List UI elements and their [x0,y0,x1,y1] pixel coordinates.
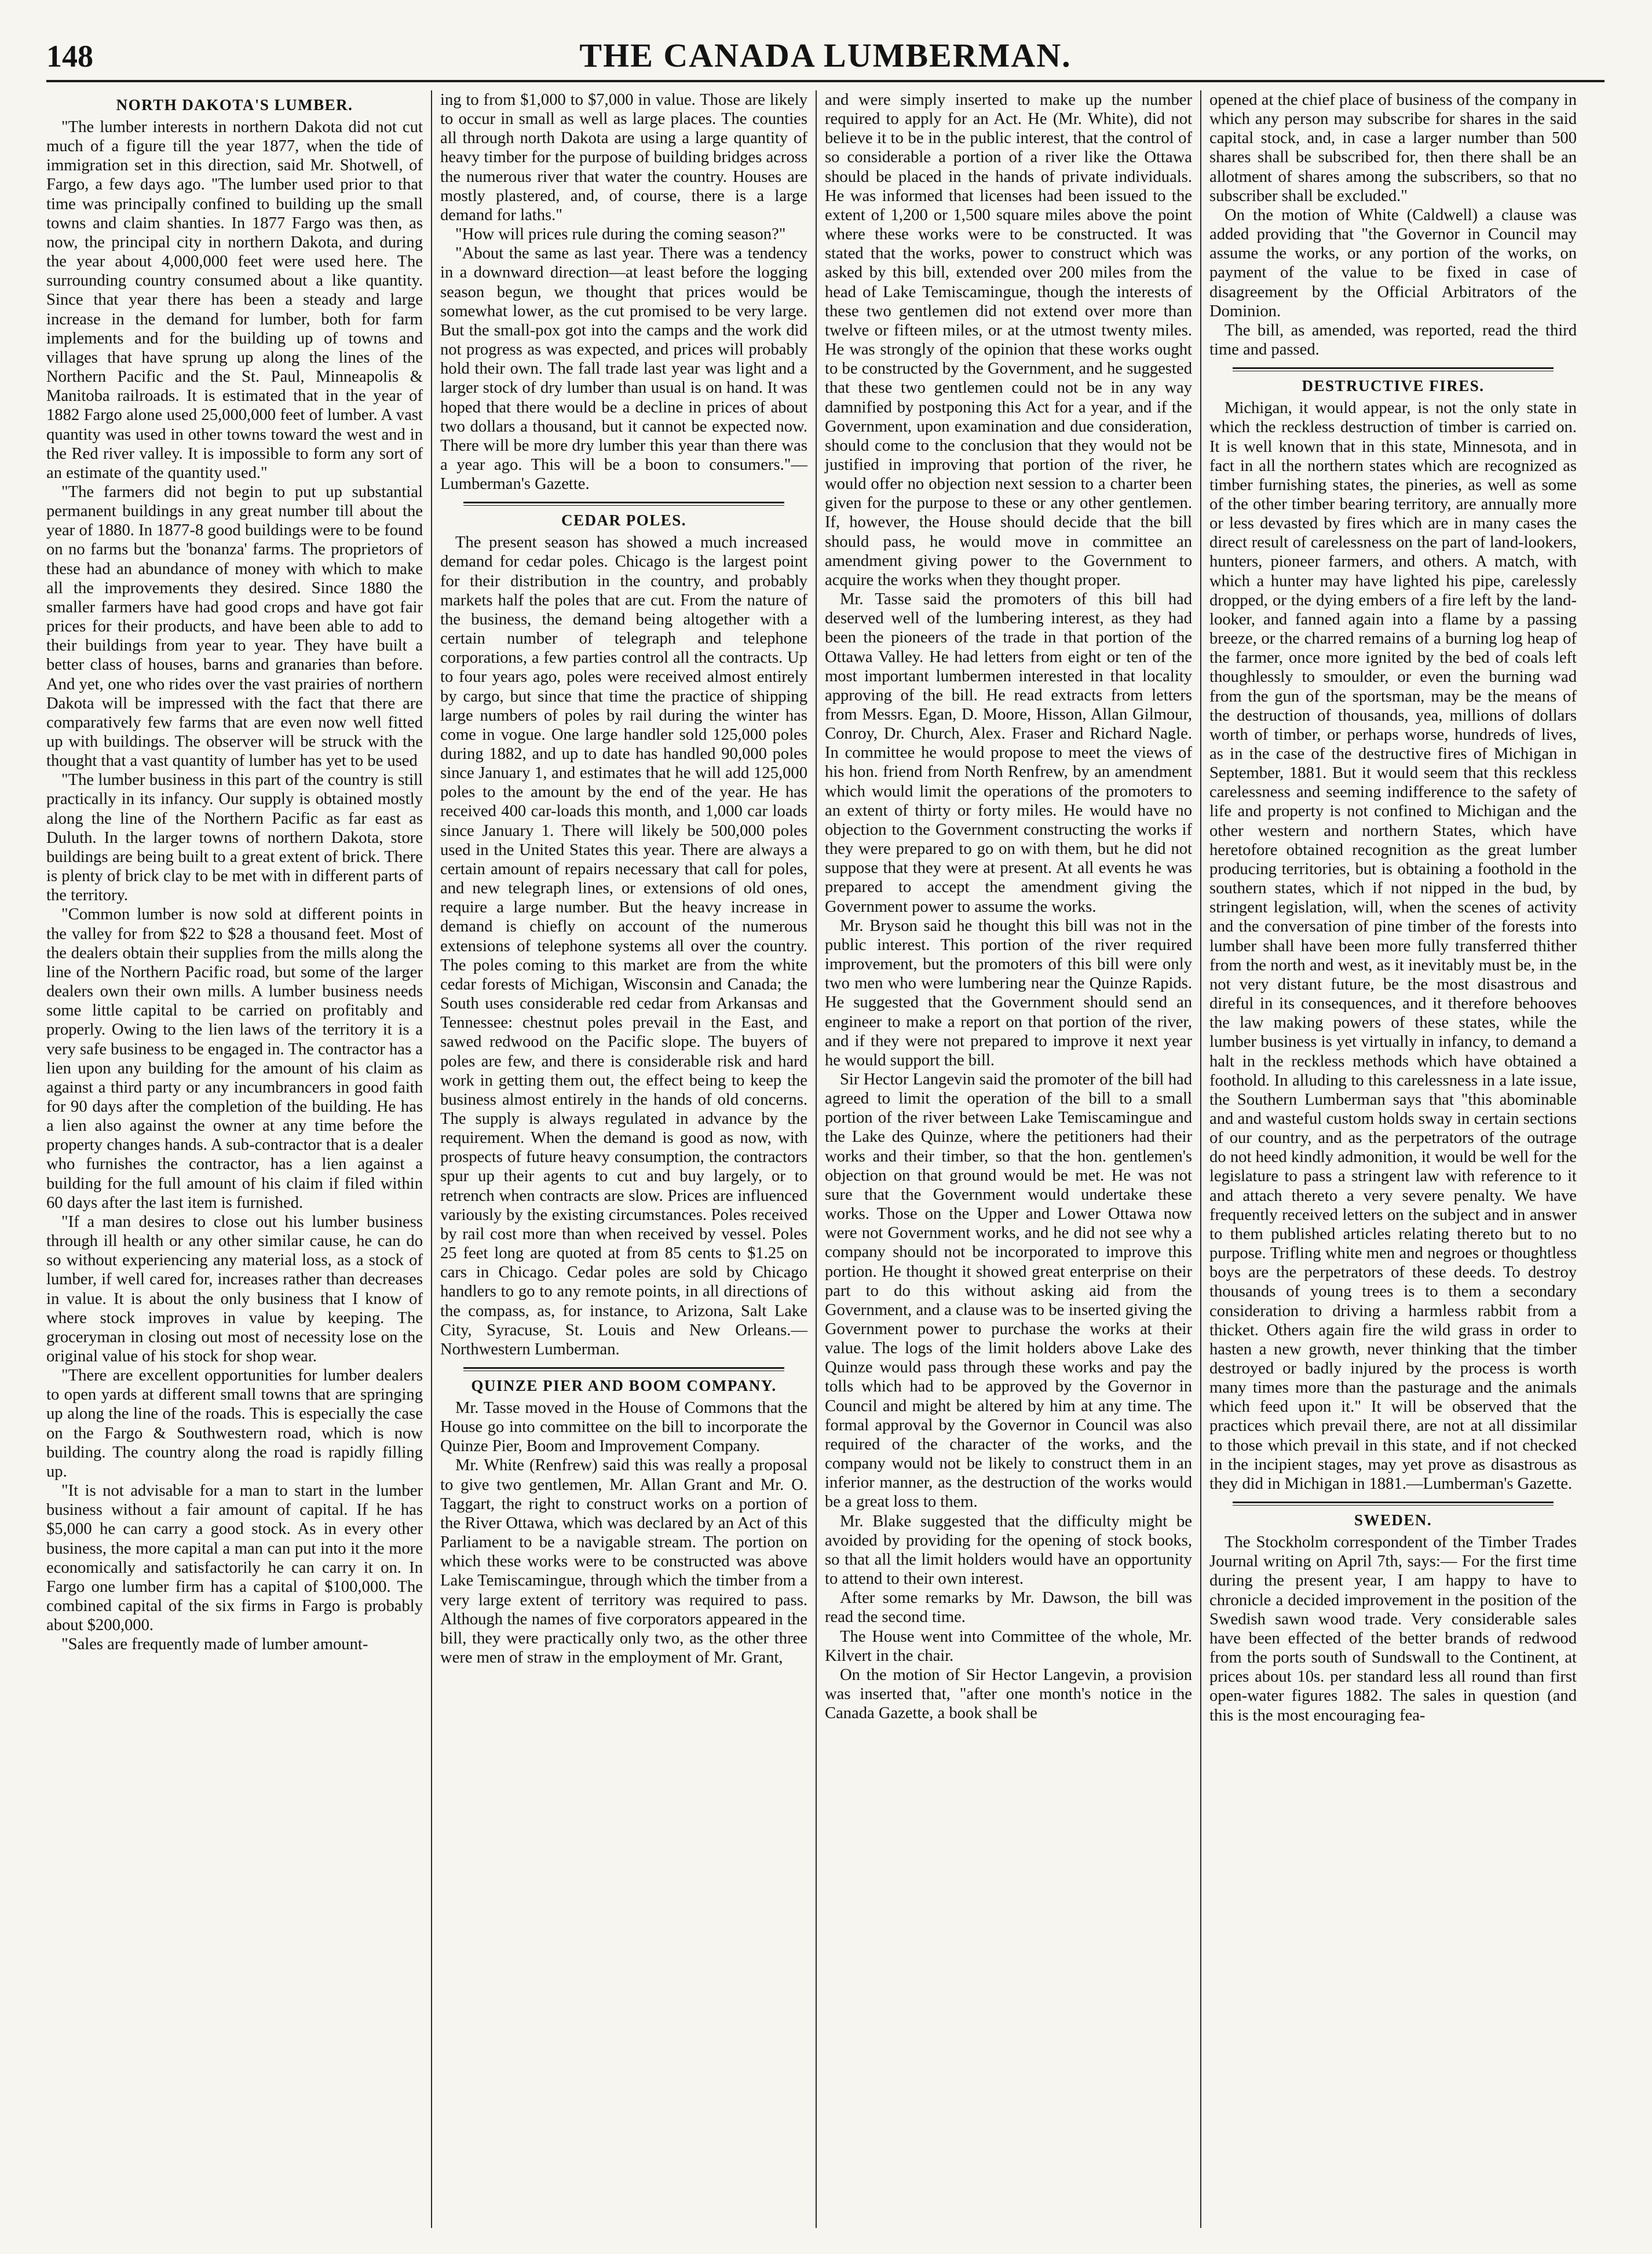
article-paragraph: "There are excellent opportunities for lumber dealers to open yards at different small towns that are springing up along the line of the roads. This is especially the case on the Fargo & Southwestern road, which is now building. The country along the road is rapidly filling up. [46,1367,423,1481]
section-divider [1233,1502,1554,1506]
sweden-headline: SWEDEN. [1354,1511,1432,1529]
column-3 [816,90,1200,2228]
destructive-fires-headline: DESTRUCTIVE FIRES. [1302,377,1485,395]
article-paragraph: "About the same as last year. There was a tendency in a downward direction—at least before the logging season begun, we thought that prices would be somewhat lower, as the cut promised to be very large. But the small-pox got into the camps and the work did not progress as was expected, and prices will probably hold their own. The fall trade last year was light and a larger stock of dry lumber than usual is on hand. It was hoped that there would be a decline in prices of about two dollars a thousand, but it cannot be expected now. There will be more dry lumber this year than there was a year ago. This will be a boon to consumers."—Lumberman's Gazette. [440,244,807,494]
column-1 [46,90,431,2228]
article-paragraph: The present season has showed a much increased demand for cedar poles. Chicago is the largest point for their distribution in the country, and probably markets half the poles that are cut. From the nature of the business, the demand being altogether with a certain number of telegraph and telephone corporations, a few parties control all the contracts. Up to four years ago, poles were received almost entirely by cargo, but since that time the practice of shipping large numbers of poles by rail during the winter has come in vogue. One large handler sold 125,000 poles during 1882, and up to date has handled 90,000 poles since January 1, and estimates that he will add 125,000 poles to the amount by the end of the year. He has received 400 car-loads this month, and 1,000 car loads since January 1. There will likely be 500,000 poles used in the United States this year. There are always a certain amount of repairs necessary that call for poles, and new telegraph lines, or extensions of old ones, require a large number. But the heavy increase in demand is chiefly on account of the numerous extensions of telephone systems all over the country. The poles coming to this market are from the white cedar forests of Michigan, Wisconsin and Canada; the South uses considerable red cedar from Arkansas and Tennessee: chestnut poles prevail in the East, and sawed redwood on the Pacific slope. The buyers of poles are few, and there is considerable risk and hard work in getting them out, the effect being to keep the business almost entirely in the hands of old concerns. The supply is always regulated in advance by the requirement. When the demand is good as now, with prospects of future heavy consumption, the contractors spur up their agents to cut and buy largely, or to retrench when contracts are slow. Prices are influenced variously by the existing circumstances. Poles received by rail cost more than when received by vessel. Poles 25 feet long are quoted at from 85 cents to $1.25 on cars in Chicago. Cedar poles are sold by Chicago handlers to go to any remote points, in all directions of the compass, as, for instance, to Arizona, Salt Lake City, Syracuse, St. Louis and New Orleans.—Northwestern Lumberman. [440,534,807,1358]
quinze-pier-headline: QUINZE PIER AND BOOM COMPANY. [471,1377,777,1394]
article-paragraph: "It is not advisable for a man to start in the lumber business without a fair amount of capital. If he has $5,000 he can carry a good stock. As in every other business, the more capital a man can put into it the more economically and satisfactorily he can carry it on. In Fargo one lumber firm has a capital of $100,000. The combined capital of the six firms in Fargo is probably about $200,000. [46,1482,423,1635]
article-paragraph: "The lumber business in this part of the country is still practically in its infancy. Our supply is obtained mostly along the line of the Northern Pacific as far east as Duluth. In the larger towns of northern Dakota, store buildings are being built to a great extent of brick. There is plenty of brick clay to be met with in different parts of the territory. [46,771,423,905]
article-paragraph: "Sales are frequently made of lumber amount- [61,1635,368,1654]
column-2 [431,90,816,2228]
article-paragraph: Michigan, it would appear, is not the only state in which the reckless destruction of timber is carried on. It is well known that in this state, Minnesota, and in fact in all the northern states which are recognized as timber furnishing states, the pineries, as well as some of the other timber bearing territory, are annually more or less devasted by fires which are in many cases the direct result of carelessness on the part of land-lookers, hunters, pioneer farmers, and others. A match, with which a hunter may have lighted his pipe, carelessly dropped, or the dying embers of a fire left by the land-looker, and fanned again into a flame by a passing breeze, or the charred remains of a burning log heap of the farmer, once more ignited by the bed of coals left thoughlessly to smoulder, or even the burning wad from the gun of the sportsman, may be the means of the destruction of thousands, yea, millions of dollars worth of timber, or perhaps worse, hundreds of lives, as in the case of the destructive fires of Michigan in September, 1881. But it would seem that this reckless carelessness and seeming indifference to the safety of life and property is not confined to Michigan and the other western and northern States, which have heretofore obtained recognition as the great lumber producing territories, but is obtaining a foothold in the southern states, which if not nipped in the bud, by stringent legislation, will, when the scenes of activity and the conversation of pine timber of the forests into lumber shall have been more fully transferred thither from the north and west, as it inevitably must be, in the not very distant future, be the most disastrous and direful in its consequences, and it therefore behooves the law making powers of these states, while the lumber business is yet virtually in infancy, to demand a halt in the reckless methods which have obtained a foothold. In alluding to this carelessness in a late issue, the Southern Lumberman says that "this abominable and and wasteful custom holds sway in certain sections of our country, and as the perpetrators of the outrage do not heed kindly admonition, it would be well for the legislature to pass a stringent law with reference to it and attach thereto a very severe penalty. We have frequently received letters on the subject and in answer to them published articles relating thereto but to no purpose. Trifling white men and negroes or thoughtless boys are the perpetrators of these deeds. To destroy thousands of young trees is to them a secondary consideration to driving a harmless rabbit from a thicket. Others again fire the wild grass in order to hasten a new growth, never thinking that the timber destroyed or badly injured by the process is worth many times more than the pasturage and the animals which feed upon it." It will be observed that the practices which prevail there, are not at all dissimilar to those which prevail in this state, and if not checked in the incipient stages, may yet prove as disastrous as they did in Michigan in 1881.—Lumberman's Gazette. [1209,399,1577,1493]
article-paragraph: "Common lumber is now sold at different points in the valley for from $22 to $28 a thousand feet. Most of the dealers obtain their supplies from the mills along the line of the Northern Pacific road, but some of the larger dealers own their own mills. A lumber business needs some little capital to be carried on profitably and properly. Owing to the lien laws of the territory it is a very safe business to be engaged in. The contractor has a lien upon any building for the amount of his claim as against a third party or any incumbrancers in good faith for 90 days after the completion of the building. He has a lien also against the owner at any time before the property changes hands. A sub-contractor that is a dealer who furnishes the contractor, has a lien against a building for the full amount of his claim if filed within 60 days after the last item is furnished. [46,905,423,1212]
article-paragraph: Mr. White (Renfrew) said this was really a proposal to give two gentlemen, Mr. Allan Grant and Mr. O. Taggart, the right to construct works on a portion of the River Ottawa, which was declared by an Act of this Parliament to be a navigable stream. The portion on which these works were to be constructed was above Lake Temiscamingue, through which the timber from a very large extent of territory was required to pass. Although the names of five corporators appeared in the bill, they were practically only two, as the other three were men of straw in the employment of Mr. Grant, [440,1456,807,1667]
article-paragraph: On the motion of White (Caldwell) a clause was added providing that "the Governor in Council may assume the works, or any portion of the works, on payment of the value to be fixed in case of disagreement by the Official Arbitrators of the Dominion. [1209,206,1577,320]
masthead [46,35,1605,82]
article-paragraph: Mr. Tasse said the promoters of this bill had deserved well of the lumbering interest, as they had been the pioneers of the trade in that portion of the Ottawa Valley. He had letters from eight or ten of the most important lumbermen interested in that locality approving of the bill. He read extracts from letters from Messrs. Egan, D. Moore, Hisson, Allan Gilmour, Conroy, Dr. Church, Alex. Fraser and Richard Nagle. In committee he would propose to meet the views of his hon. friend from North Renfrew, by an amendment which would limit the operations of the promoters to an extent of thirty or forty miles. He would have no objection to the Government constructing the works if they were prepared to go on with them, but he did not suppose that they were at present. At all events he was prepared to accept the amendment giving the Government power to assume the works. [825,590,1192,916]
section-divider [463,502,784,506]
article-paragraph: "The farmers did not begin to put up substantial permanent buildings in any great number till about the year of 1880. In 1877-8 good buildings were to be found on no farms but the 'bonanza' farms. The proprietors of these had an abundance of money with which to make all the improvements they desired. Since 1880 the smaller farmers have had good crops and have got fair prices for their products, and have been able to add to their buildings from year to year. They have built a better class of houses, barns and granaries than before. And yet, one who rides over the vast prairies of northern Dakota will be impressed with the fact that there are comparatively few farms that are even now well fitted up with buildings. The observer will be struck with the thought that a vast quantity of lumber has yet to be used [46,483,423,770]
article-paragraph: The House went into Committee of the whole, Mr. Kilvert in the chair. [825,1627,1192,1665]
article-paragraph: Mr. Blake suggested that the difficulty might be avoided by providing for the opening of stock books, so that all the limit holders would have an opportunity to attend to their own interest. [825,1512,1192,1588]
newspaper-page [46,35,1605,2230]
article-paragraph: "How will prices rule during the coming season?" [455,225,786,244]
article-paragraph: The Stockholm correspondent of the Timber Trades Journal writing on April 7th, says:— For the first time during the present year, I am happy to have to chronicle a decided improvement in the position of the Swedish sawn wood trade. Very considerable sales have been effected of the better brands of redwood from the ports south of Sundswall to the Continent, at prices about 10s. per standard less all round than first open-water figures 1882. The sales in question (and this is the most encouraging fea- [1209,1533,1577,1725]
article-paragraph: Sir Hector Langevin said the promoter of the bill had agreed to limit the operation of the bill to a small portion of the river between Lake Temiscamingue and the Lake des Quinze, where the petitioners had their works and their timber, so that the hon. gentlemen's objection on that ground would be met. He was not sure that the Government would undertake these works. Those on the Upper and Lower Ottawa now were not Government works, and he did not see why a company should not be incorporated to improve this portion. He thought it showed great enterprise on their part to do this without asking aid from the Government, and a clause was to be inserted giving the Government power to purchase the works at their value. The logs of the limit holders above Lake des Quinze would pass through these works and pay the tolls which had to be approved by the Governor in Council and might be altered by him at any time. The formal approval by the Governor in Council was also required of the character of the works, and the company would not be likely to construct them in an inferior manner, as the destruction of the works would be a great loss to them. [825,1070,1192,1511]
article-paragraph: The bill, as amended, was reported, read the third time and passed. [1209,321,1577,359]
section-divider [1233,367,1554,371]
page-number: 148 [46,39,93,74]
columns [46,90,1605,2228]
article-paragraph: On the motion of Sir Hector Langevin, a provision was inserted that, "after one month's notice in the Canada Gazette, a book shall be [825,1665,1192,1723]
article-paragraph: and were simply inserted to make up the number required to apply for an Act. He (Mr. White), did not believe it to be in the public interest, that the control of so considerable a portion of a river like the Ottawa should be placed in the hands of private individuals. He was informed that licenses had been issued to the extent of 1,200 or 1,500 square miles above the point where these works were to be constructed. It was stated that the works, power to construct which was asked by this bill, extended over 200 miles from the head of Lake Temiscamingue, though the interests of these two gentlemen did not extend over more than twelve or fifteen miles, or at the utmost twenty miles. He was strongly of the opinion that these works ought to be constructed by the Government, and he suggested that these two gentlemen could not be in any way damnified by postponing this Act for a year, and if the Government, upon examination and due consideration, should come to the conclusion that they would not be justified in improving that portion of the river, he would offer no objection next session to a charter been given for the purpose to these or any other gentlemen. If, however, the House should decide that the bill should pass, he would move in committee an amendment giving power to the Government to acquire the works when they thought proper. [825,91,1192,589]
cedar-poles-headline: CEDAR POLES. [561,512,687,529]
article-paragraph: After some remarks by Mr. Dawson, the bill was read the second time. [825,1589,1192,1627]
article-paragraph: Mr. Bryson said he thought this bill was not in the public interest. This portion of the river required improvement, but the promoters of this bill were only two men who were lumbering near the Quinze Rapids. He suggested that the Government should send an engineer to make a report on that portion of the river, and if they were not prepared to improve it next year he would support the bill. [825,916,1192,1069]
article-paragraph: Mr. Tasse moved in the House of Commons that the House go into committee on the bill to incorporate the Quinze Pier, Boom and Improvement Company. [440,1399,807,1456]
journal-title: THE CANADA LUMBERMAN. [579,36,1072,74]
article-paragraph: "The lumber interests in northern Dakota did not cut much of a figure till the year 1877, when the tide of immigration set in this direction, said Mr. Shotwell, of Fargo, a few days ago. "The lumber used prior to that time was principally confined to building up the small towns and claim shanties. In 1877 Fargo was then, as now, the principal city in northern Dakota, and during the year about 4,000,000 feet were used here. The surrounding country consumed about a like quantity. Since that year there has been a steady and large increase in the demand for lumber, both for farm implements and for the building up of towns and villages that have sprung up along the lines of the Northern Pacific and the St. Paul, Minneapolis & Manitoba railroads. It is estimated that in the year of 1882 Fargo alone used 25,000,000 feet of lumber. A vast quantity was used in other towns toward the west and in the Red river valley. It is impossible to form any sort of an estimate of the quantity used." [46,118,423,482]
article-paragraph: "If a man desires to close out his lumber business through ill health or any other similar cause, he can do so without experiencing any material loss, as a stock of lumber, if well cared for, increases rather than decreases in value. It is about the only business that I know of where stock improves in value by keeping. The groceryman in closing out most of necessity lose on the original value of his stock for shop wear. [46,1212,423,1365]
article-paragraph: ing to from $1,000 to $7,000 in value. Those are likely to occur in small as well as large places. The counties all through north Dakota are using a large quantity of heavy timber for the purpose of building bridges across the numerous river that water the country. Houses are mostly plastered, and, of course, there is a large demand for laths." [440,91,807,224]
article-paragraph: opened at the chief place of business of the company in which any person may subscribe for shares in the said capital stock, and, in case a larger number than 500 shares shall be subscribed for, then there shall be an allotment of shares among the subscribers, so that no subscriber shall be excluded." [1209,91,1577,205]
section-divider [463,1367,784,1371]
column-4 [1200,90,1585,2228]
north-dakota-headline: NORTH DAKOTA'S LUMBER. [116,96,353,114]
